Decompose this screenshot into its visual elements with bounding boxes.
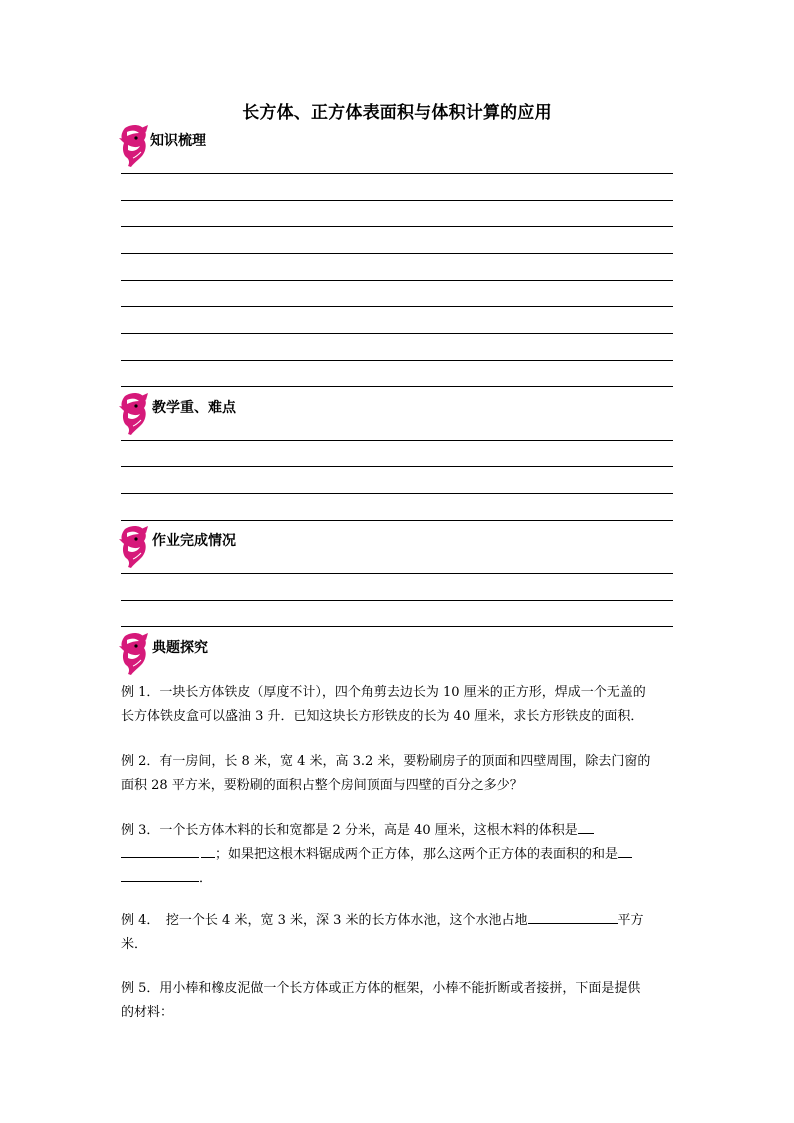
answer-blank[interactable] xyxy=(578,819,594,834)
answer-line xyxy=(121,573,673,574)
dolphin-icon xyxy=(119,525,149,569)
answer-line xyxy=(121,306,673,307)
example-4-line-1: 例 4． 挖一个长 4 米，宽 3 米，深 3 米的长方体水池，这个水池占地 xyxy=(121,913,528,928)
example-2-line-1: 例 2．有一房间，长 8 米，宽 4 米，高 3.2 米，要粉刷房子的顶面和四壁周围，除去门窗的 xyxy=(121,754,651,769)
answer-blank[interactable] xyxy=(201,843,215,858)
section-heading-knowledge: 知识梳理 xyxy=(150,133,206,149)
example-1-line-1: 例 1．一块长方体铁皮（厚度不计），四个角剪去边长为 10 厘米的正方形，焊成一个无盖的 xyxy=(121,685,646,700)
answer-line xyxy=(121,173,673,174)
answer-line xyxy=(121,626,673,627)
answer-line xyxy=(121,253,673,254)
answer-line xyxy=(121,600,673,601)
answer-line xyxy=(121,226,673,227)
answer-line xyxy=(121,493,673,494)
page-title: 长方体、正方体表面积与体积计算的应用 xyxy=(242,103,552,123)
example-2 xyxy=(121,750,677,798)
section-heading-homework: 作业完成情况 xyxy=(152,533,236,549)
example-5 xyxy=(121,977,677,1025)
answer-line xyxy=(121,280,673,281)
answer-line xyxy=(121,333,673,334)
answer-line xyxy=(121,440,673,441)
answer-line xyxy=(121,360,673,361)
example-4 xyxy=(121,909,677,957)
example-5-line-1: 例 5．用小棒和橡皮泥做一个长方体或正方体的框架，小棒不能折断或者接拼，下面是提供 xyxy=(121,981,641,996)
example-5-line-2: 的材料： xyxy=(121,1005,174,1020)
answer-blank[interactable] xyxy=(528,909,618,924)
section-heading-examples: 典题探究 xyxy=(152,640,208,656)
answer-line xyxy=(121,386,673,387)
example-2-line-2: 面积 28 平方米，要粉刷的面积占整个房间顶面与四壁的百分之多少？ xyxy=(121,778,523,793)
answer-line xyxy=(121,520,673,521)
example-1-line-2: 长方体铁皮盒可以盛油 3 升．已知这块长方形铁皮的长为 40 厘米，求长方形铁皮的面积． xyxy=(121,709,644,724)
dolphin-icon xyxy=(119,392,149,436)
example-4-unit: 平方 xyxy=(617,913,644,928)
example-3-line-2: ；如果把这根木料锯成两个正方体，那么这两个正方体的表面积的和是 xyxy=(215,847,619,862)
example-4-line-2: 米． xyxy=(121,937,148,952)
dolphin-icon xyxy=(119,124,149,168)
example-1 xyxy=(121,681,677,729)
section-heading-key-points: 教学重、难点 xyxy=(152,400,236,416)
answer-blank[interactable] xyxy=(121,843,199,858)
example-3-line-1: 例 3．一个长方体木料的长和宽都是 2 分米，高是 40 厘米，这根木料的体积是 xyxy=(121,823,578,838)
example-3-line-3: ． xyxy=(199,871,213,886)
dolphin-icon xyxy=(119,632,149,676)
answer-blank[interactable] xyxy=(618,843,632,858)
example-3 xyxy=(121,819,677,891)
answer-line xyxy=(121,466,673,467)
answer-line xyxy=(121,200,673,201)
answer-blank[interactable] xyxy=(121,867,199,882)
